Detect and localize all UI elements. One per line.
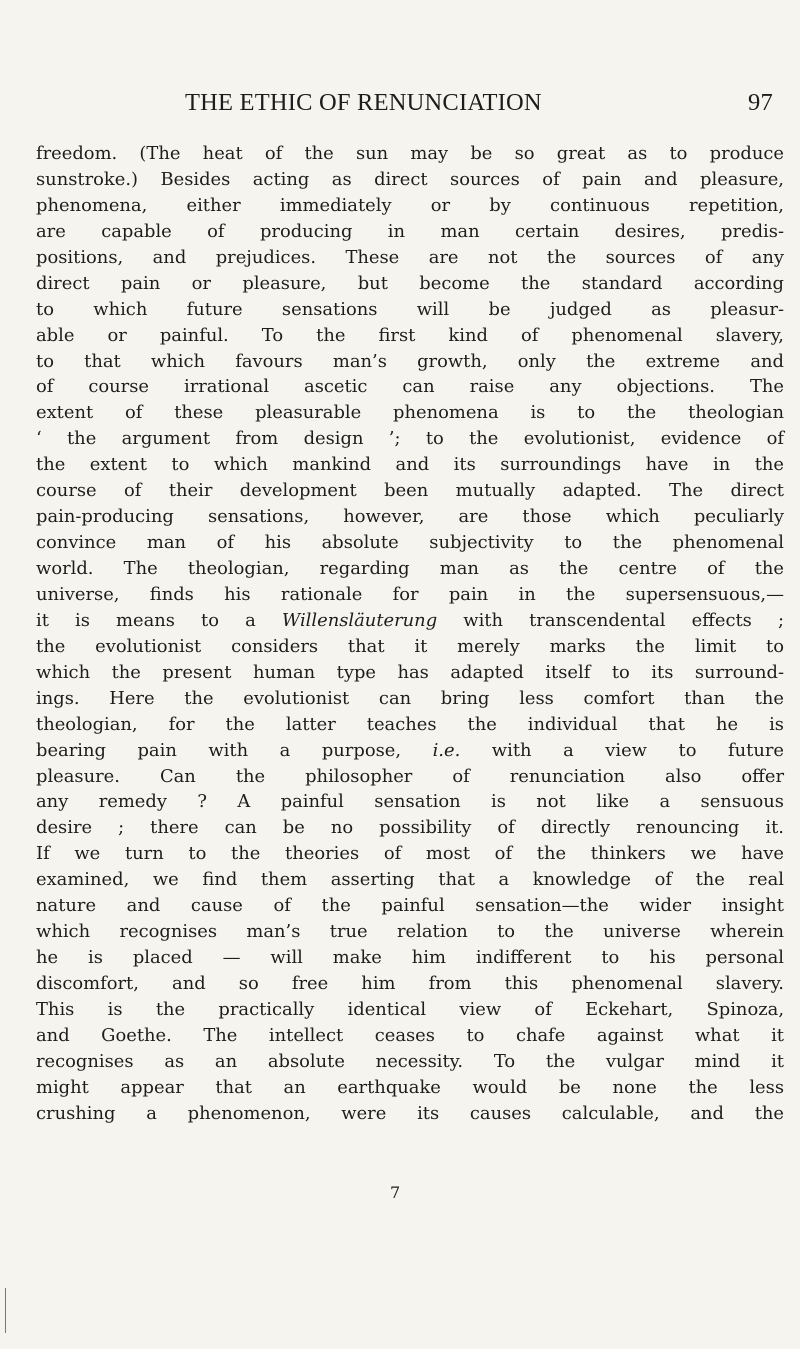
text-line: desire ; there can be no possibility of directly renouncing it. — [36, 817, 784, 839]
line-text-after-emphasis: with a view to future — [460, 739, 784, 761]
text-line: and Goethe. The intellect ceases to chafe against what it — [36, 1024, 784, 1046]
text-line: any remedy ? A painful sensation is not like a sensuous — [36, 791, 784, 813]
text-line: universe, finds his rationale for pain in the supersensuous,— — [36, 583, 784, 605]
emphasized-term: Willensläuterung — [281, 609, 438, 631]
text-line: which recognises man’s true relation to the universe wherein — [36, 921, 784, 943]
line-text-after-emphasis: with transcendental effects ; — [437, 609, 784, 631]
running-title: THE ETHIC OF RENUNCIATION — [185, 89, 542, 116]
text-line: positions, and prejudices. These are not the sources of any — [36, 246, 784, 268]
text-line: This is the practically identical view of Eckehart, Spinoza, — [36, 998, 784, 1020]
text-line: theologian, for the latter teaches the individual that he is — [36, 713, 784, 735]
scan-edge-line — [5, 1288, 6, 1333]
text-line: crushing a phenomenon, were its causes calculable, and the — [36, 1102, 784, 1124]
text-line: ‘ the argument from design ’; to the evolutionist, evidence of — [36, 428, 784, 450]
text-line: are capable of producing in man certain desires, predis- — [36, 220, 784, 242]
text-line: might appear that an earthquake would be none the less — [36, 1076, 784, 1098]
text-line: nature and cause of the painful sensation—the wider insight — [36, 895, 784, 917]
page-number: 97 — [748, 89, 773, 116]
running-header — [185, 89, 785, 119]
text-line: world. The theologian, regarding man as the centre of the — [36, 558, 784, 579]
text-line: direct pain or pleasure, but become the standard according — [36, 272, 784, 294]
text-line: course of their development been mutually adapted. The direct — [36, 480, 784, 502]
text-line: recognises as an absolute necessity. To the vulgar mind it — [36, 1050, 784, 1072]
text-line: able or painful. To the first kind of phenomenal slavery, — [36, 324, 784, 346]
text-line: to that which favours man’s growth, only the extreme and — [36, 350, 784, 372]
text-line: he is placed — will make him indifferent to his personal — [36, 947, 784, 969]
text-line: ings. Here the evolutionist can bring less comfort than the — [36, 687, 784, 709]
text-line-with-emphasis — [36, 608, 784, 634]
text-line: the extent to which mankind and its surroundings have in the — [36, 454, 784, 476]
text-line: the evolutionist considers that it merely marks the limit to — [36, 635, 784, 657]
text-line: freedom. (The heat of the sun may be so great as to produce — [36, 143, 784, 164]
text-line: pleasure. Can the philosopher of renunciation also offer — [36, 765, 784, 787]
text-line: phenomena, either immediately or by continuous repetition, — [36, 194, 784, 216]
text-line-with-emphasis — [36, 738, 784, 764]
text-line: sunstroke.) Besides acting as direct sources of pain and pleasure, — [36, 168, 784, 190]
text-line: If we turn to the theories of most of the thinkers we have — [36, 843, 784, 865]
text-line: extent of these pleasurable phenomena is to the theologian — [36, 402, 784, 424]
text-line: convince man of his absolute subjectivity to the phenomenal — [36, 532, 784, 554]
text-line: which the present human type has adapted itself to its surround- — [36, 661, 784, 683]
body-text — [36, 141, 784, 1127]
text-line: pain-producing sensations, however, are those which peculiarly — [36, 506, 784, 528]
line-text-before-emphasis: bearing pain with a purpose, — [36, 739, 433, 761]
text-line: examined, we find them asserting that a knowledge of the real — [36, 869, 784, 891]
text-line: discomfort, and so free him from this phenomenal slavery. — [36, 973, 784, 994]
printer-signature-mark: 7 — [390, 1183, 401, 1202]
emphasized-abbreviation: i.e. — [432, 739, 461, 761]
text-line: to which future sensations will be judged as pleasur- — [36, 298, 784, 320]
line-text-before-emphasis: it is means to a — [36, 609, 282, 631]
text-line: of course irrational ascetic can raise any objections. The — [36, 376, 784, 398]
